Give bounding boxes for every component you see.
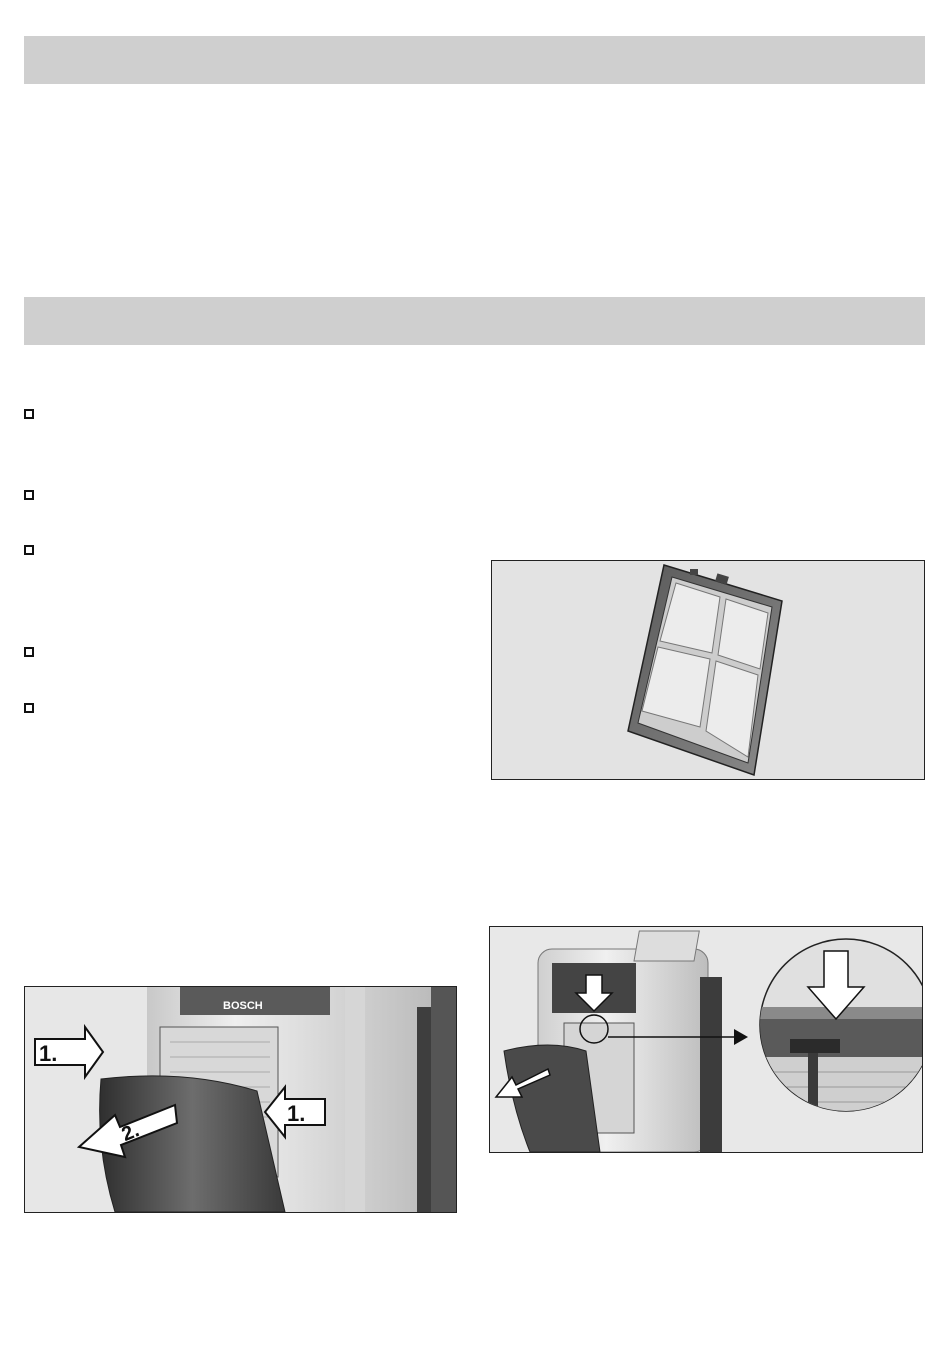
front-cover-removal-illustration	[24, 986, 457, 1213]
checkbox-bullet-icon	[24, 703, 34, 713]
section-header-bar-1	[24, 36, 925, 84]
checkbox-bullet-icon	[24, 409, 34, 419]
checkbox-bullet-icon	[24, 545, 34, 555]
checkbox-bullet-icon	[24, 647, 34, 657]
step-1-label-right: 1.	[287, 1101, 306, 1126]
checkbox-bullet-icon	[24, 490, 34, 500]
filter-clip-detail-illustration	[489, 926, 923, 1153]
step-2-label: 2.	[118, 1119, 143, 1146]
section-header-bar-2	[24, 297, 925, 345]
brand-logo: BOSCH	[223, 1000, 263, 1012]
filter-cassette-illustration	[491, 560, 925, 780]
step-1-label-left: 1.	[39, 1041, 58, 1066]
